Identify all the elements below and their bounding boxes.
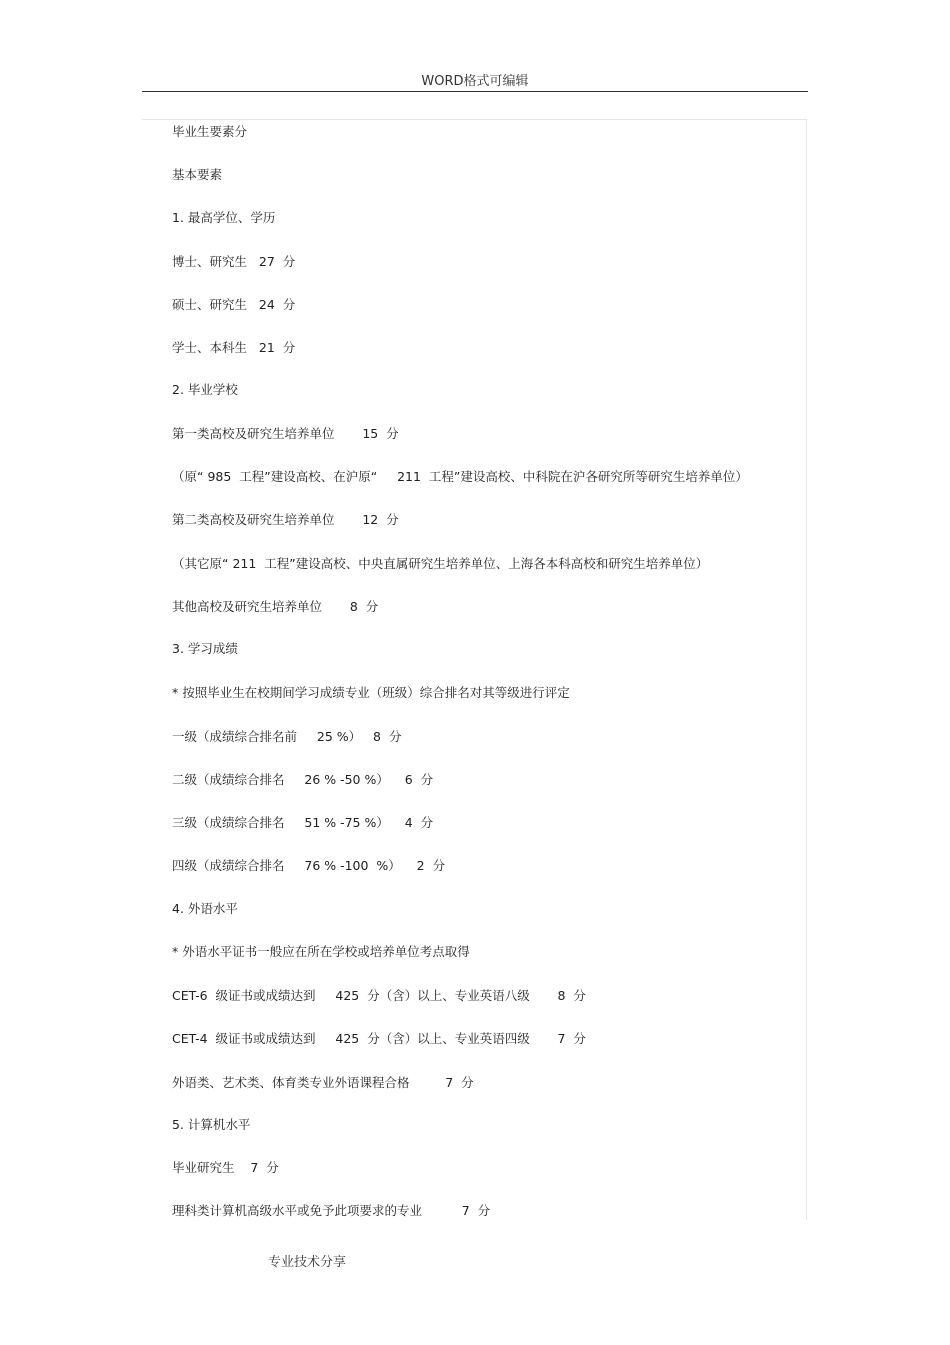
list-item: 第二类高校及研究生培养单位 12 分 — [172, 512, 399, 527]
note-text: * 按照毕业生在校期间学习成绩专业（班级）综合排名对其等级进行评定 — [172, 685, 570, 700]
header-divider — [142, 91, 808, 92]
list-item: 其他高校及研究生培养单位 8 分 — [172, 599, 379, 614]
note-text: （其它原“ 211 工程”建设高校、中央直属研究生培养单位、上海各本科高校和研究生培养单位） — [172, 556, 709, 571]
page-footer: 专业技术分享 — [268, 1255, 347, 1270]
list-item: 三级（成绩综合排名 51 % -75 %） 4 分 — [172, 815, 434, 830]
list-item: 一级（成绩综合排名前 25 %） 8 分 — [172, 729, 402, 744]
list-item: 第一类高校及研究生培养单位 15 分 — [172, 426, 399, 441]
content-frame — [142, 119, 807, 1220]
note-text: * 外语水平证书一般应在所在学校或培养单位考点取得 — [172, 944, 470, 959]
note-text: （原“ 985 工程”建设高校、在沪原“ 211 工程”建设高校、中科院在沪各研究所等研究生培养单位） — [172, 469, 748, 484]
list-item: 学士、本科生 21 分 — [172, 340, 296, 355]
list-item: 四级（成绩综合排名 76 % -100 %） 2 分 — [172, 858, 446, 873]
heading-language: 4. 外语水平 — [172, 901, 238, 916]
list-item: 博士、研究生 27 分 — [172, 254, 296, 269]
section-subtitle: 基本要素 — [172, 167, 223, 182]
heading-computer: 5. 计算机水平 — [172, 1117, 251, 1132]
list-item: CET-4 级证书或成绩达到 425 分（含）以上、专业英语四级 7 分 — [172, 1031, 586, 1046]
list-item: 二级（成绩综合排名 26 % -50 %） 6 分 — [172, 772, 434, 787]
heading-school: 2. 毕业学校 — [172, 382, 238, 397]
heading-grades: 3. 学习成绩 — [172, 641, 238, 656]
page-header-title: WORD格式可编辑 — [421, 74, 529, 89]
list-item: CET-6 级证书或成绩达到 425 分（含）以上、专业英语八级 8 分 — [172, 988, 586, 1003]
section-title: 毕业生要素分 — [172, 124, 248, 139]
heading-degree: 1. 最高学位、学历 — [172, 210, 276, 225]
list-item: 硕士、研究生 24 分 — [172, 297, 296, 312]
list-item: 理科类计算机高级水平或免予此项要求的专业 7 分 — [172, 1203, 491, 1218]
list-item: 外语类、艺术类、体育类专业外语课程合格 7 分 — [172, 1075, 474, 1090]
list-item: 毕业研究生 7 分 — [172, 1160, 279, 1175]
